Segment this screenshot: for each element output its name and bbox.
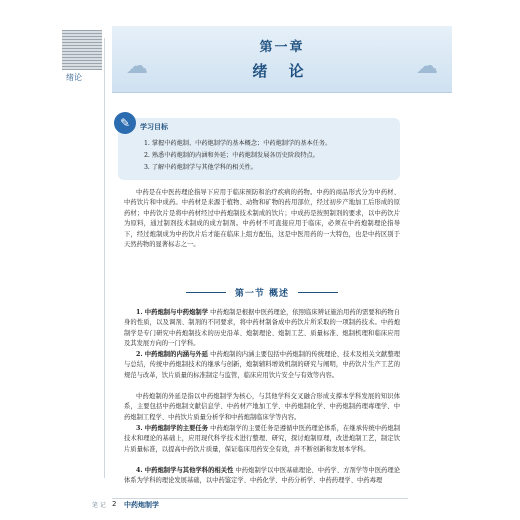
body-paragraph xyxy=(124,350,400,381)
chapter-number: 第一章 xyxy=(259,40,305,55)
item-heading: 4. 中药炮制学与其他学科的相关性 xyxy=(136,467,234,474)
chapter-title: 绪 论 xyxy=(252,62,312,80)
item-text: 中药炮制是根据中医药理论，依照临床辨证施治用药的需要和药物自身的性质，以及调剂、制剂的不同要求，将中药材制备成中药饮片所采取的一项制药技术。中药炮制学是专门研究中药炮制技术的历史沿革、炮制理论、炮制工艺、质量标准、炮制机理和临床应用及其发展方向的一门学科。 xyxy=(124,309,400,348)
chapter-header xyxy=(112,26,452,93)
page-number: 2 xyxy=(112,500,117,508)
item-text: 中药炮制的外延是指以中药炮制学为核心，与其他学科交叉融合形成支撑本学科发展的知识体系，主要包括中药炮制文献信息学、中药材产地加工学、中药炮制化学、中药炮制药理毒理学、中药炮制工程学、中药饮片质量分析学和中药炮制临床学等内容。 xyxy=(124,393,400,421)
body-paragraph xyxy=(124,424,400,455)
margin-chapter-label: 绪论 xyxy=(66,73,82,82)
book-title: 中药炮制学 xyxy=(124,501,159,509)
objective-item: 1. 掌握中药炮制、中药炮制学的基本概念；中药炮制学的基本任务。 xyxy=(144,140,332,147)
cloud-left-icon: ☁ xyxy=(126,54,148,79)
objectives-icon: ✎ xyxy=(114,112,136,134)
objectives-title: 学习目标 xyxy=(140,123,168,131)
item-text: 中药炮制学的主要任务是遵循中医药理论体系，在继承传统中药炮制技术和理论的基础上，应用现代科学技术进行整理、研究，探讨炮制原理，改进炮制工艺，制定饮片质量标准，以提高中药饮片质量，保证临床用药安全有效，并不断创新和发展本学科。 xyxy=(124,425,400,453)
cloud-right-icon: ☁ xyxy=(416,54,438,79)
objective-item: 3. 了解中药炮制学与其他学科的相关性。 xyxy=(144,164,258,171)
item-text: 中药炮制的内涵主要包括中药炮制的传统理论、技术及相关文献整理与总结，传统中药炮制技术的继承与创新，炮制辅料增效机制的研究与阐明，中药饮片生产工艺的规范与改革，饮片质量的标准制定与监管，临床应用饮片安全与有效等内容。 xyxy=(124,351,400,379)
item-heading: 3. 中药炮制学的主要任务 xyxy=(136,425,209,432)
margin-thumb-tab xyxy=(62,30,102,70)
intro-paragraph: 中药是在中医药理论指导下应用于临床预防和治疗疾病的药物。中药的商品形式分为中药材、中药饮片和中成药。中药材是来源于植物、动物和矿物的药用部位，经过初步产地加工后形成的原药材；中药饮片是将中药材经过中药炮制技术制成的饮片；中成药是按照制剂的要求，以中药饮片为原料，通过制剂技术制成的成方制剂。中药材不可直接应用于临床，必须在中药炮制理论指导下，经过炮制成为中药饮片后才能在临床上组方配伍，这是中医用药的一大特色，也是中药区别于天然药物的显著标志之一。 xyxy=(124,189,400,249)
body-paragraph xyxy=(124,466,400,487)
learning-objectives-box xyxy=(118,118,400,180)
item-heading: 2. 中药炮制的内涵与外延 xyxy=(136,351,209,358)
footer-divider xyxy=(112,498,408,499)
notes-label: 笔 记 xyxy=(92,502,106,509)
section-rule-right xyxy=(298,292,338,293)
item-heading: 1. 中药炮制与中药炮制学 xyxy=(136,309,209,316)
margin-divider xyxy=(104,38,105,478)
section-title: 第一节 概述 xyxy=(234,289,290,299)
body-paragraph xyxy=(124,308,400,350)
item-text: 中药炮制学以中医基础理论、中药学、方剂学等中医药理论体系为学科的理论发展基础，以中药鉴定学、中药化学、中药分析学、中药药理学、中药毒理 xyxy=(124,467,400,485)
objective-item: 2. 熟悉中药炮制的内涵和外延；中药炮制发展各历史阶段特点。 xyxy=(144,152,319,159)
body-paragraph xyxy=(124,392,400,423)
